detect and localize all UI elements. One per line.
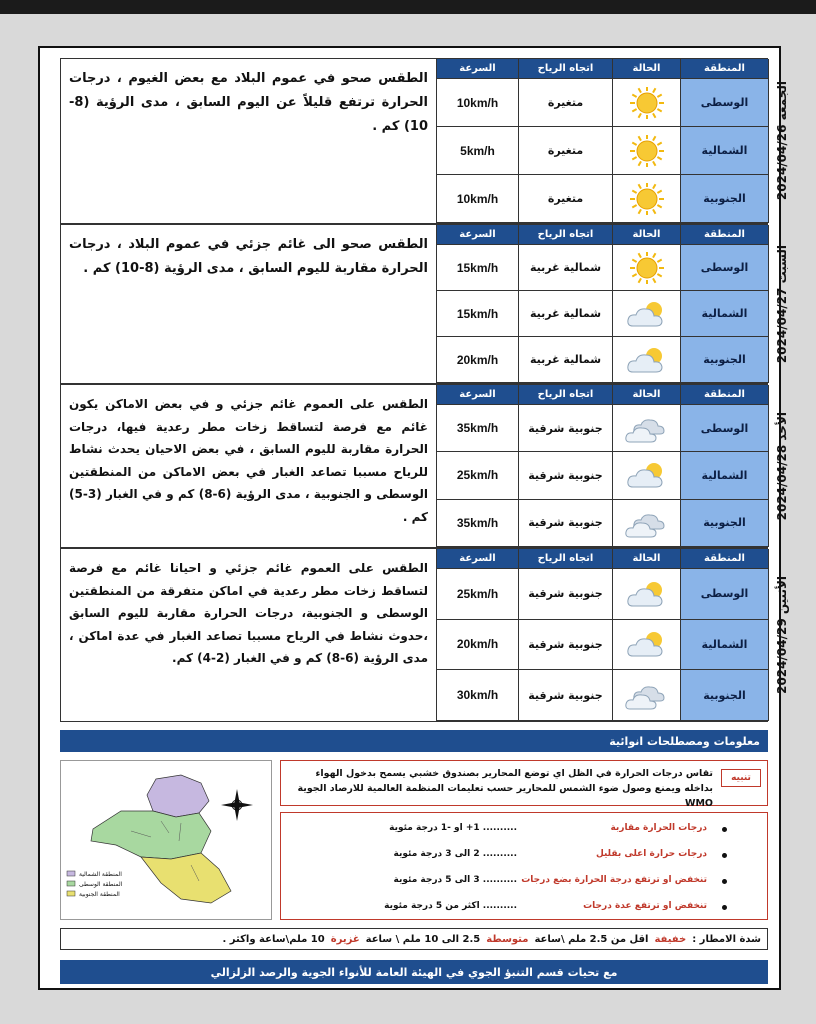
sun-icon <box>613 127 681 175</box>
forecast-frame <box>38 46 789 990</box>
wind-speed: 25km/h <box>437 452 519 499</box>
wind-speed: 35km/h <box>437 405 519 452</box>
legend-term: درجات الحرارة مقاربة <box>610 823 707 833</box>
partly-cloudy-icon <box>613 337 681 383</box>
rain-moderate-desc: 2.5 الى 10 ملم \ ساعة <box>365 933 481 945</box>
day-description: الطقس على العموم غائم جزئي و احيانا غائم مع فرصة لتساقط زخات مطر رعدية في اماكن متفرقة من المنطقتين الوسطى و الجنوبية، درجات الحرارة مقاربة لليوم السابق ،حدوث نشاط في الرياح مسببا تصاعد الغبار في عدة اماكن ، مدى الرؤية (6-8) كم و في الغبار (2-4) كم. <box>61 549 437 721</box>
region-name: الوسطى <box>681 79 769 127</box>
forecast-day <box>60 384 789 548</box>
forecast-table <box>437 59 769 223</box>
column-header-region: المنطقة <box>681 225 769 245</box>
column-header-region: المنطقة <box>681 385 769 405</box>
region-name: الشمالية <box>681 620 769 671</box>
rain-light-desc: اقل من 2.5 ملم \ساعة <box>534 933 649 945</box>
wind-direction: جنوبية شرقية <box>519 670 613 721</box>
temperature-note: تقاس درجات الحرارة في الظل اي توضع المحارير بصندوق خشبي يسمح بدخول الهواء بداخله ويمنع وصول ضوء الشمس للمحارير حسب تعليمات المنظمة العالمية للارصاد الجوية WMO <box>297 768 713 809</box>
column-header-speed: السرعة <box>437 549 519 569</box>
region-name: الجنوبية <box>681 175 769 223</box>
map-legend-label: المنطقة الوسطى <box>79 881 123 888</box>
column-header-status: الحالة <box>613 59 681 79</box>
region-name: الجنوبية <box>681 670 769 721</box>
column-header-wind: اتجاه الرياح <box>519 225 613 245</box>
legend-term: تنخفض او ترتفع عدة درجات <box>583 901 707 911</box>
top-edge <box>0 0 816 14</box>
wind-speed: 20km/h <box>437 337 519 383</box>
wind-speed: 30km/h <box>437 670 519 721</box>
legend-value: .......... 2 الى 3 درجة مئوية <box>393 849 517 859</box>
wind-direction: متغيرة <box>519 79 613 127</box>
rain-heavy: غزيرة <box>330 933 360 945</box>
wind-speed: 15km/h <box>437 291 519 337</box>
column-header-status: الحالة <box>613 225 681 245</box>
column-header-speed: السرعة <box>437 385 519 405</box>
region-name: الوسطى <box>681 569 769 620</box>
warning-tag: تنبيه <box>721 769 761 787</box>
legend-value: .......... اكثر من 5 درجة مئوية <box>384 901 517 911</box>
legend-term: درجات حرارة اعلى بقليل <box>595 849 707 859</box>
wind-direction: متغيرة <box>519 127 613 175</box>
day-date: الأحد 2024/04/28 <box>775 411 789 521</box>
partly-cloudy-icon <box>613 291 681 337</box>
iraq-map-box <box>60 760 272 920</box>
legend-term: تنخفض او ترتفع درجة الحرارة بضع درجات <box>521 875 707 885</box>
map-region-central <box>91 811 211 859</box>
info-bar: معلومات ومصطلحات انوائية <box>60 730 768 752</box>
cloudy-icon <box>613 500 681 547</box>
wind-direction: جنوبية شرقية <box>519 620 613 671</box>
wind-speed: 5km/h <box>437 127 519 175</box>
cloudy-icon <box>613 670 681 721</box>
forecast-table <box>437 549 769 721</box>
wind-speed: 10km/h <box>437 175 519 223</box>
wind-direction: متغيرة <box>519 175 613 223</box>
region-name: الوسطى <box>681 405 769 452</box>
rain-moderate: متوسطة <box>486 933 529 945</box>
forecast-table <box>437 385 769 547</box>
wind-direction: جنوبية شرقية <box>519 500 613 547</box>
column-header-status: الحالة <box>613 385 681 405</box>
column-header-region: المنطقة <box>681 59 769 79</box>
wind-direction: جنوبية شرقية <box>519 452 613 499</box>
day-description: الطقس صحو في عموم البلاد مع بعض الغيوم ، درجات الحرارة ترتفع قليلاً عن اليوم السابق ، مدى الرؤية (8-10) كم . <box>61 59 437 223</box>
region-name: الشمالية <box>681 452 769 499</box>
wind-direction: جنوبية شرقية <box>519 569 613 620</box>
forecast-day <box>60 548 789 722</box>
map-legend-swatch <box>67 891 75 896</box>
map-legend-swatch <box>67 871 75 876</box>
column-header-wind: اتجاه الرياح <box>519 549 613 569</box>
partly-cloudy-icon <box>613 452 681 499</box>
region-name: الجنوبية <box>681 337 769 383</box>
wind-speed: 35km/h <box>437 500 519 547</box>
forecast-table <box>437 225 769 383</box>
terms-legend-box <box>280 812 768 920</box>
region-name: الشمالية <box>681 291 769 337</box>
day-date: السبت 2024/04/27 <box>775 244 789 364</box>
legend-bullet <box>722 905 727 910</box>
column-header-status: الحالة <box>613 549 681 569</box>
region-name: الشمالية <box>681 127 769 175</box>
rain-label: شدة الامطار : <box>692 933 761 945</box>
legend-value: .......... 1+ او -1 درجة مئوية <box>389 823 517 833</box>
region-name: الجنوبية <box>681 500 769 547</box>
region-name: الوسطى <box>681 245 769 291</box>
map-legend-swatch <box>67 881 75 886</box>
sun-icon <box>613 175 681 223</box>
footer-bar: مع تحيات قسم التنبؤ الجوي في الهيئة العامة للأنواء الجوية والرصد الزلزالي <box>60 960 768 984</box>
forecast-day <box>60 58 789 224</box>
map-region-north <box>147 775 209 817</box>
day-description: الطقس على العموم غائم جزئي و في بعض الاماكن يكون غائم مع فرصة لتساقط زخات مطر رعدية فيها، درجات الحرارة مقاربة لليوم السابق ، في بعض الاحيان يحدث نشاط للرياح مسببا تصاعد الغبار في بعض الاماكن من المنطقتين الوسطى و الجنوبية ، مدى الرؤية (6-8) كم و في الغبار (3-5) كم . <box>61 385 437 547</box>
cloudy-icon <box>613 405 681 452</box>
wind-direction: شمالية غربية <box>519 337 613 383</box>
forecast-day <box>60 224 789 384</box>
wind-speed: 25km/h <box>437 569 519 620</box>
column-header-wind: اتجاه الرياح <box>519 385 613 405</box>
wind-direction: جنوبية شرقية <box>519 405 613 452</box>
note-box <box>280 760 768 809</box>
column-header-wind: اتجاه الرياح <box>519 59 613 79</box>
legend-bullet <box>722 827 727 832</box>
wind-speed: 20km/h <box>437 620 519 671</box>
iraq-map <box>61 761 271 919</box>
wind-speed: 10km/h <box>437 79 519 127</box>
legend-bullet <box>722 879 727 884</box>
sun-icon <box>613 245 681 291</box>
wind-direction: شمالية غربية <box>519 245 613 291</box>
legend-bullet <box>722 853 727 858</box>
column-header-region: المنطقة <box>681 549 769 569</box>
partly-cloudy-icon <box>613 620 681 671</box>
day-date: الجمعة 2024/04/26 <box>775 81 789 201</box>
column-header-speed: السرعة <box>437 59 519 79</box>
map-legend-label: المنطقة الجنوبية <box>79 891 120 898</box>
day-date: الأثنين 2024/04/29 <box>775 576 789 694</box>
day-description: الطقس صحو الى غائم جزئي في عموم البلاد ، درجات الحرارة مقاربة لليوم السابق ، مدى الرؤية (8-10) كم . <box>61 225 437 383</box>
wind-speed: 15km/h <box>437 245 519 291</box>
column-header-speed: السرعة <box>437 225 519 245</box>
compass-rose-icon <box>221 789 253 821</box>
partly-cloudy-icon <box>613 569 681 620</box>
rain-heavy-desc: 10 ملم\ساعة واكثر . <box>222 933 325 945</box>
sun-icon <box>613 79 681 127</box>
legend-value: .......... 3 الى 5 درجة مئوية <box>393 875 517 885</box>
rain-intensity-row <box>60 928 768 950</box>
rain-light: خفيفة <box>654 933 687 945</box>
map-region-south <box>141 853 231 903</box>
map-legend-label: المنطقة الشمالية <box>79 871 122 878</box>
wind-direction: شمالية غربية <box>519 291 613 337</box>
